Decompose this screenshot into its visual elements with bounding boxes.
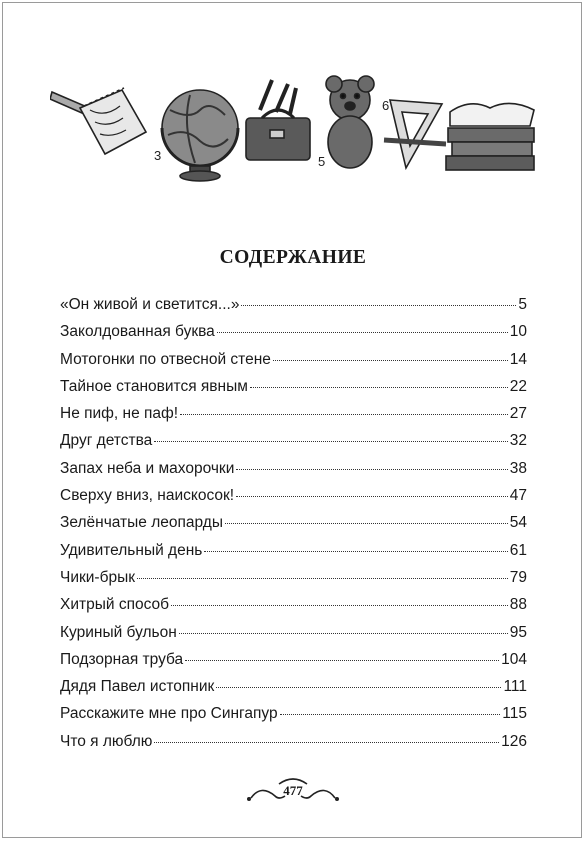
toc-entry-page: 126 xyxy=(501,732,527,750)
dot-leader xyxy=(241,305,516,306)
toc-entry-title: «Он живой и светится...» xyxy=(60,296,240,313)
dot-leader xyxy=(137,578,508,579)
dot-leader xyxy=(154,742,499,743)
toc-entry xyxy=(60,514,527,541)
notepad-icon xyxy=(80,88,146,154)
page-number: 477 xyxy=(283,783,303,798)
toc-entry xyxy=(60,569,527,596)
toc-entry-title: Тайное становится явным xyxy=(60,377,248,395)
dot-leader xyxy=(216,687,501,688)
toc-entry-page: 111 xyxy=(503,678,527,696)
toc-entry-page: 22 xyxy=(509,377,527,395)
toc-entry xyxy=(60,405,527,432)
page-number-ornament xyxy=(243,776,343,806)
toc-entry xyxy=(60,432,527,459)
dot-leader xyxy=(236,496,508,497)
toc-entry-title: Запах неба и махорочки xyxy=(60,459,235,477)
page-title: СОДЕРЖАНИЕ xyxy=(219,247,367,268)
toc-entry xyxy=(60,705,527,732)
dot-leader xyxy=(217,332,508,333)
school-items-illustration xyxy=(50,70,536,185)
dot-leader xyxy=(250,387,508,388)
toc-entry xyxy=(60,624,527,651)
toc-entry-page: 38 xyxy=(509,459,527,477)
toc-entry-page: 88 xyxy=(509,596,527,614)
toc-entry-title: Хитрый способ xyxy=(60,596,170,614)
numeral-three: 3 xyxy=(154,148,162,163)
toc-entry-title: Расскажите мне про Сингапур xyxy=(60,705,278,723)
dot-leader xyxy=(204,551,507,552)
toc-entry-title: Сверху вниз, наискосок! xyxy=(60,487,235,505)
toc-entry-page: 95 xyxy=(509,623,527,641)
toc-entry-page: 47 xyxy=(509,487,527,505)
dot-leader xyxy=(180,414,508,415)
toc-entry-title: Куриный бульон xyxy=(60,623,177,641)
school-bag-icon xyxy=(246,110,310,160)
toc-entry-title: Мотогонки по отвесной стене xyxy=(60,350,271,368)
dot-leader xyxy=(171,605,508,606)
toc-entry-title: Чики-брык xyxy=(60,568,136,586)
toc-entry xyxy=(60,323,527,350)
dot-leader xyxy=(154,441,507,442)
toc-entry xyxy=(60,460,527,487)
toc-entry-title: Дядя Павел истопник xyxy=(60,678,215,696)
ruler-triangle-icon xyxy=(384,100,446,168)
toc-entry xyxy=(60,351,527,378)
toc-entry-page: 10 xyxy=(509,323,527,341)
toc-entry-page: 79 xyxy=(509,568,527,586)
toc-entry xyxy=(60,651,527,678)
toc-entry-title: Заколдованная буква xyxy=(60,323,215,341)
toc-entry xyxy=(60,678,527,705)
toc-entry xyxy=(60,487,527,514)
toc-entry-title: Подзорная труба xyxy=(60,650,184,668)
dot-leader xyxy=(273,360,508,361)
numeral-six: 6 xyxy=(382,98,390,113)
toc-entry-title: Что я люблю xyxy=(60,732,153,750)
toc-entry xyxy=(60,296,527,323)
dot-leader xyxy=(280,714,501,715)
toc-entry-page: 115 xyxy=(502,705,527,723)
toc-entry-page: 54 xyxy=(509,514,527,532)
toc-entry-title: Зелёнчатые леопарды xyxy=(60,514,223,532)
toc-entry-title: Удивительный день xyxy=(60,541,203,559)
toc-entry-page: 104 xyxy=(501,650,527,668)
toc-entry xyxy=(60,596,527,623)
toc-entry-page: 61 xyxy=(509,541,527,559)
toc-entry-page: 27 xyxy=(509,405,527,423)
dot-leader xyxy=(179,633,508,634)
numeral-five: 5 xyxy=(318,154,326,169)
dot-leader xyxy=(225,523,508,524)
toc-entry-title: Друг детства xyxy=(60,432,153,450)
toc-entry-title: Не пиф, не паф! xyxy=(60,405,179,423)
dot-leader xyxy=(236,469,507,470)
books-icon xyxy=(446,103,534,170)
toc-entry-page: 14 xyxy=(509,350,527,368)
toc-entry xyxy=(60,733,527,760)
toc-entry-page: 5 xyxy=(518,296,527,313)
toc-entry xyxy=(60,378,527,405)
table-of-contents xyxy=(60,296,527,760)
teddy-bear-icon xyxy=(326,76,374,168)
toc-entry xyxy=(60,542,527,569)
toc-entry-page: 32 xyxy=(509,432,527,450)
globe-icon xyxy=(162,90,238,181)
dot-leader xyxy=(185,660,499,661)
